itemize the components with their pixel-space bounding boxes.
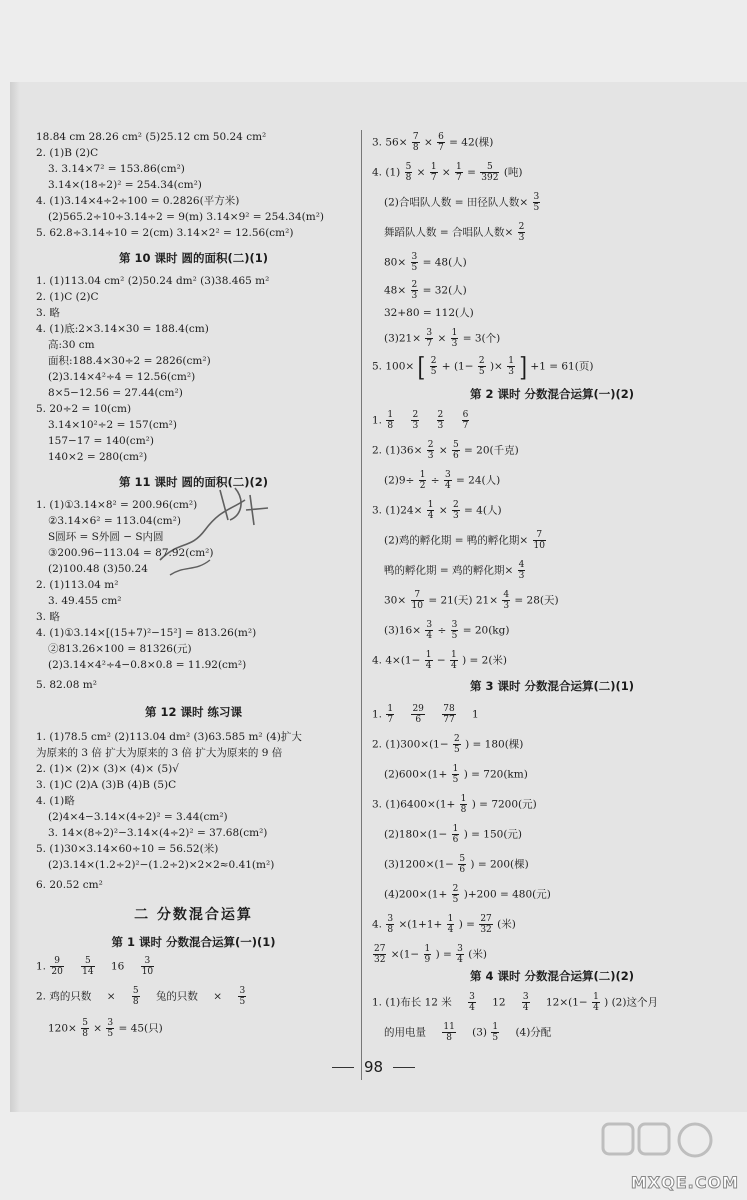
answer-text: ) = 180(棵) — [465, 738, 524, 751]
answer-line: 3. 略 — [36, 307, 60, 319]
answer-text: (2)合唱队人数 = 田径队人数× — [384, 196, 529, 209]
answer-text: ) = 200(棵) — [470, 858, 529, 871]
answer-text: 3. 56× — [372, 136, 408, 149]
fraction-answer-line — [372, 440, 519, 461]
fraction-answer-line — [384, 590, 559, 611]
operator: × — [438, 504, 448, 517]
answer-text: 4. (1) — [372, 166, 401, 179]
fraction: $\frac{11}{8}$ — [443, 1022, 455, 1043]
fraction-answer-line — [372, 162, 523, 183]
answer-line: 2. (1)C (2)C — [36, 291, 99, 303]
operator: + — [441, 360, 451, 373]
page-number — [0, 1058, 747, 1076]
answer-text: +1 = 61(页) — [530, 360, 594, 373]
answer-line: (2)3.14×(1.2÷2)²−(1.2÷2)×2×2≈0.41(m²) — [48, 859, 275, 871]
fraction: $\frac{27}{32}$ — [374, 944, 386, 965]
fraction: $\frac{3}{4}$ — [426, 620, 433, 641]
answer-text: (3)21× — [384, 332, 422, 345]
fraction: $\frac{1}{6}$ — [452, 824, 459, 845]
answer-text: 2. 鸡的只数 — [36, 990, 92, 1003]
fraction: $\frac{1}{4}$ — [593, 992, 599, 1013]
fraction-answer-line — [384, 252, 467, 273]
fraction: $\frac{2}{5}$ — [452, 884, 459, 905]
answer-text: = 48(人) — [422, 256, 467, 269]
fraction-answer-line — [384, 764, 528, 785]
answer-line: 6. 20.52 cm² — [36, 879, 103, 891]
column-divider — [361, 130, 362, 1080]
fraction-answer-line — [384, 192, 541, 213]
answer-line: (2)3.14×4²÷4 = 12.56(cm²) — [48, 371, 196, 383]
fraction-answer-line — [384, 280, 467, 301]
answer-text: 的用电量 — [384, 1026, 426, 1039]
answer-text: 30× — [384, 594, 407, 607]
answer-line: (2)565.2÷10÷3.14÷2 = 9(m) 3.14×9² = 254.34(m²) — [48, 211, 325, 223]
answer-text: 鸭的孵化期 = 鸡的孵化期× — [384, 564, 514, 577]
answer-line: 4. (1)底:2×3.14×30 = 188.4(cm) — [36, 323, 209, 335]
answer-line: 3. (1)C (2)A (3)B (4)B (5)C — [36, 779, 177, 791]
fraction: $\frac{4}{3}$ — [503, 590, 510, 611]
answer-text: 3. (1)24× — [372, 504, 423, 517]
answer-line: 1. (1)78.5 cm² (2)113.04 dm² (3)63.585 m² (4)扩大 — [36, 731, 302, 743]
fraction-answer-line — [36, 986, 247, 1007]
answer-text: = 3(个) — [462, 332, 501, 345]
lesson-heading: 第 10 课时 圆的面积(二)(1) — [118, 251, 269, 265]
fraction: $\frac{27}{32}$ — [480, 914, 492, 935]
fraction-answer-line — [384, 530, 547, 551]
fraction-answer-line — [372, 350, 594, 383]
answer-text: 2. (1)36× — [372, 444, 423, 457]
fraction: $\frac{1}{4}$ — [451, 650, 457, 671]
fraction-answer-line — [48, 1018, 163, 1039]
fraction-answer-line — [384, 1022, 551, 1043]
fraction: $\frac{1}{9}$ — [424, 944, 431, 965]
fraction-answer-line — [372, 794, 537, 815]
fraction-answer-line — [372, 734, 523, 755]
fraction: $\frac{5}{8}$ — [132, 986, 139, 1007]
lesson-heading: 第 1 课时 分数混合运算(一)(1) — [111, 935, 276, 949]
fraction: $\frac{6}{7}$ — [462, 410, 469, 431]
answer-text: = 42(棵) — [449, 136, 494, 149]
answer-text: 3. (1)6400×(1+ — [372, 798, 456, 811]
answer-text: ) = — [458, 918, 475, 931]
operator: × — [438, 444, 448, 457]
answer-line: 5. 62.8÷3.14÷10 = 2(cm) 3.14×2² = 12.56(cm²) — [36, 227, 294, 239]
answer-value: 16 — [110, 960, 125, 973]
answer-text: ×(1+1+ — [398, 918, 443, 931]
fraction: $\frac{29}{6}$ — [412, 704, 424, 725]
fraction: $\frac{1}{7}$ — [456, 162, 462, 183]
fraction: $\frac{1}{8}$ — [387, 410, 394, 431]
fraction: $\frac{5}{8}$ — [82, 1018, 88, 1039]
fraction-answer-line — [384, 824, 522, 845]
answer-text: (2)鸡的孵化期 = 鸭的孵化期× — [384, 534, 529, 547]
answer-line: 5. 20÷2 = 10(cm) — [36, 403, 132, 415]
answer-text: ) = 2(米) — [462, 654, 508, 667]
answer-text: 120× — [48, 1022, 77, 1035]
fraction: $\frac{1}{4}$ — [447, 914, 454, 935]
answer-line: (2)3.14×4²÷4−0.8×0.8 = 11.92(cm²) — [48, 659, 247, 671]
handwritten-scribble — [150, 480, 280, 580]
page-number-text: 98 — [363, 1058, 384, 1076]
answer-text: ) = 720(km) — [463, 768, 528, 781]
fraction: $\frac{3}{5}$ — [533, 192, 540, 213]
fraction: $\frac{1}{3}$ — [508, 356, 514, 377]
answer-text: (2)9÷ — [384, 474, 415, 487]
answer-line: (2)4×4−3.14×(4÷2)² = 3.44(cm²) — [48, 811, 228, 823]
fraction-answer-line — [384, 854, 529, 875]
unit-heading: 二 分数混合运算 — [134, 907, 253, 923]
fraction: $\frac{3}{5}$ — [451, 620, 458, 641]
fraction: $\frac{7}{8}$ — [412, 132, 419, 153]
answer-text: = 4(人) — [464, 504, 502, 517]
answer-line: 140×2 = 280(cm²) — [48, 451, 148, 463]
scan-edge-shadow — [10, 82, 20, 1112]
fraction: $\frac{7}{10}$ — [411, 590, 423, 611]
operator: × — [416, 166, 426, 179]
operator: = — [467, 166, 476, 179]
answer-line: ③200.96−113.04 = 87.92(cm²) — [48, 547, 214, 559]
answer-text: ) = — [435, 948, 452, 961]
fraction: $\frac{1}{2}$ — [419, 470, 426, 491]
fraction-answer-line — [372, 132, 493, 153]
answer-line: 3.14×10²÷2 = 157(cm²) — [48, 419, 177, 431]
fraction-answer-line — [36, 956, 155, 977]
answer-text: (3)1200×(1− — [384, 858, 454, 871]
answer-text: = 28(天) — [514, 594, 559, 607]
fraction: $\frac{1}{7}$ — [430, 162, 437, 183]
fraction: $\frac{3}{4}$ — [522, 992, 529, 1013]
fraction-answer-line — [372, 704, 479, 725]
fraction: $\frac{9}{20}$ — [51, 956, 63, 977]
answer-text: )+200 = 480(元) — [463, 888, 551, 901]
fraction-answer-line — [384, 884, 551, 905]
bracket: ] — [519, 350, 528, 383]
item-number: 1. — [36, 960, 47, 973]
fraction-answer-line — [372, 992, 658, 1013]
answer-text: (吨) — [503, 166, 523, 179]
fraction-answer-line — [372, 410, 470, 431]
answer-text: 2. (1)300×(1− — [372, 738, 449, 751]
answer-text: ) (2)这个月 — [604, 996, 658, 1009]
answer-text: )× — [489, 360, 503, 373]
fraction: $\frac{3}{10}$ — [141, 956, 154, 977]
fraction: $\frac{2}{3}$ — [411, 280, 418, 301]
fraction: $\frac{2}{3}$ — [427, 440, 434, 461]
operator: × — [93, 1022, 103, 1035]
answer-line: ②813.26×100 = 81326(元) — [48, 643, 192, 655]
answer-text: 舞蹈队人数 = 合唱队人数× — [384, 226, 514, 239]
answer-line: 3. 略 — [36, 611, 60, 623]
fraction: $\frac{1}{5}$ — [492, 1022, 499, 1043]
answer-text: (3)16× — [384, 624, 422, 637]
fraction-answer-line — [384, 328, 500, 349]
fraction: $\frac{5}{6}$ — [452, 440, 459, 461]
fraction: $\frac{3}{5}$ — [239, 986, 246, 1007]
fraction-answer-line — [372, 944, 487, 965]
lesson-heading: 第 11 课时 圆的面积(二)(2) — [118, 475, 269, 489]
answer-line: (2)100.48 (3)50.24 — [48, 563, 148, 575]
fraction: $\frac{3}{4}$ — [457, 944, 463, 965]
answer-line: 5. (1)30×3.14×60÷10 = 56.52(米) — [36, 843, 219, 855]
fraction: $\frac{3}{4}$ — [444, 470, 451, 491]
answer-line: 2. (1)113.04 m² — [36, 579, 119, 591]
fraction-answer-line — [384, 560, 526, 581]
fraction: $\frac{2}{3}$ — [412, 410, 419, 431]
answer-line: 8×5−12.56 = 27.44(cm²) — [48, 387, 183, 399]
watermark-text: MXQE.COM — [630, 1173, 739, 1192]
answer-line: 2. (1)B (2)C — [36, 147, 99, 159]
fraction: $\frac{6}{7}$ — [438, 132, 444, 153]
operator: × — [437, 332, 447, 345]
operator: − — [436, 654, 446, 667]
answer-text: 1. (1)布长 12 米 — [372, 996, 452, 1009]
fraction-answer-line — [384, 222, 526, 243]
operator: × — [106, 990, 116, 1003]
fraction: $\frac{5}{8}$ — [405, 162, 412, 183]
answer-line: 4. (1)①3.14×[(15+7)²−15²] = 813.26(m²) — [36, 627, 257, 639]
answer-line: 3.14×(18÷2)² = 254.34(cm²) — [48, 179, 202, 191]
fraction: $\frac{3}{4}$ — [469, 992, 475, 1013]
answer-line: 18.84 cm 28.26 cm² (5)25.12 cm 50.24 cm² — [36, 131, 267, 143]
answer-line: 2. (1)× (2)× (3)× (4)× (5)√ — [36, 763, 179, 775]
answer-text: = 21(天) 21× — [428, 594, 498, 607]
fraction: $\frac{2}{5}$ — [478, 356, 485, 377]
answer-text: = 32(人) — [422, 284, 467, 297]
fraction: $\frac{3}{5}$ — [107, 1018, 114, 1039]
fraction: $\frac{2}{5}$ — [454, 734, 460, 755]
fraction: $\frac{2}{3}$ — [437, 410, 444, 431]
fraction: $\frac{1}{5}$ — [452, 764, 459, 785]
answer-line: 面积:188.4×30÷2 = 2826(cm²) — [48, 355, 211, 367]
answer-text: 80× — [384, 256, 407, 269]
answer-text: = 20(千克) — [464, 444, 519, 457]
answer-text: (米) — [468, 948, 487, 961]
fraction: $\frac{5}{392}$ — [481, 162, 499, 183]
answer-text: ×(1− — [390, 948, 420, 961]
answer-text: (2)180×(1− — [384, 828, 448, 841]
answer-text: (米) — [497, 918, 516, 931]
answer-text: 48× — [384, 284, 407, 297]
answer-line: S圆环 = S外圆 − S内圆 — [48, 531, 164, 543]
answer-text: 兔的只数 — [155, 990, 198, 1003]
answer-line: 4. (1)3.14×4÷2÷100 = 0.2826(平方米) — [36, 195, 240, 207]
fraction: $\frac{2}{3}$ — [518, 222, 525, 243]
answer-line: 32+80 = 112(人) — [384, 307, 474, 319]
fraction-answer-line — [384, 470, 500, 491]
item-number: 4. — [372, 918, 383, 931]
answer-text: = 45(只) — [118, 1022, 163, 1035]
fraction: $\frac{2}{5}$ — [430, 356, 437, 377]
answer-line: ②3.14×6² = 113.04(cm²) — [48, 515, 181, 527]
answer-line: 1. (1)113.04 cm² (2)50.24 dm² (3)38.465 m² — [36, 275, 270, 287]
answer-text: (3) — [472, 1026, 488, 1039]
fraction: $\frac{1}{3}$ — [451, 328, 458, 349]
fraction: $\frac{1}{4}$ — [425, 650, 432, 671]
fraction-answer-line — [372, 650, 507, 671]
answer-line: 高:30 cm — [48, 339, 95, 351]
fraction: $\frac{1}{4}$ — [427, 500, 434, 521]
answer-line: 3. 14×(8÷2)²−3.14×(4÷2)² = 37.68(cm²) — [48, 827, 268, 839]
answer-line: 3. 49.455 cm² — [48, 595, 122, 607]
answer-value: 12 — [492, 996, 506, 1009]
answer-text: (1− — [453, 360, 474, 373]
lesson-heading: 第 12 课时 练习课 — [144, 705, 242, 719]
answer-text: (4)200×(1+ — [384, 888, 448, 901]
operator: × — [441, 166, 451, 179]
fraction: $\frac{1}{7}$ — [387, 704, 394, 725]
operator: ÷ — [430, 474, 440, 487]
fraction: $\frac{7}{10}$ — [533, 530, 545, 551]
bracket: [ — [417, 350, 426, 383]
answer-text: (4)分配 — [515, 1026, 552, 1039]
fraction: $\frac{78}{77}$ — [443, 704, 455, 725]
lesson-heading: 第 4 课时 分数混合运算(二)(2) — [469, 969, 635, 983]
fraction: $\frac{2}{3}$ — [452, 500, 459, 521]
answer-line: 5. 82.08 m² — [36, 679, 97, 691]
operator: × — [423, 136, 433, 149]
fraction: $\frac{3}{5}$ — [411, 252, 418, 273]
answer-text: 5. 100× — [372, 360, 415, 373]
operator: × — [213, 990, 223, 1003]
item-number: 1. — [372, 708, 383, 721]
answer-line: 1. (1)①3.14×8² = 200.96(cm²) — [36, 499, 198, 511]
answer-text: ) = 7200(元) — [471, 798, 537, 811]
answer-text: = 24(人) — [456, 474, 501, 487]
answer-line: 3. 3.14×7² = 153.86(cm²) — [48, 163, 185, 175]
answer-text: (2)600×(1+ — [384, 768, 448, 781]
answer-line: 为原来的 3 倍 扩大为原来的 3 倍 扩大为原来的 9 倍 — [36, 747, 283, 759]
fraction-answer-line — [384, 620, 509, 641]
answer-value: 1 — [472, 708, 479, 721]
fraction-answer-line — [372, 500, 502, 521]
answer-text: = 20(kg) — [462, 624, 510, 637]
fraction: $\frac{5}{14}$ — [82, 956, 94, 977]
answer-line: 4. (1)略 — [36, 795, 75, 807]
item-number: 1. — [372, 414, 383, 427]
lesson-heading: 第 2 课时 分数混合运算(一)(2) — [469, 387, 635, 401]
answer-text: ) = 150(元) — [463, 828, 523, 841]
answer-text: 12×(1− — [545, 996, 588, 1009]
lesson-heading: 第 3 课时 分数混合运算(二)(1) — [469, 679, 635, 693]
fraction: $\frac{5}{6}$ — [459, 854, 466, 875]
fraction: $\frac{3}{8}$ — [387, 914, 394, 935]
answer-line: 157−17 = 140(cm²) — [48, 435, 154, 447]
answer-text: 4. 4×(1− — [372, 654, 421, 667]
operator: ÷ — [437, 624, 447, 637]
fraction: $\frac{4}{3}$ — [518, 560, 525, 581]
fraction-answer-line — [372, 914, 516, 935]
fraction: $\frac{3}{7}$ — [426, 328, 433, 349]
fraction: $\frac{1}{8}$ — [460, 794, 467, 815]
